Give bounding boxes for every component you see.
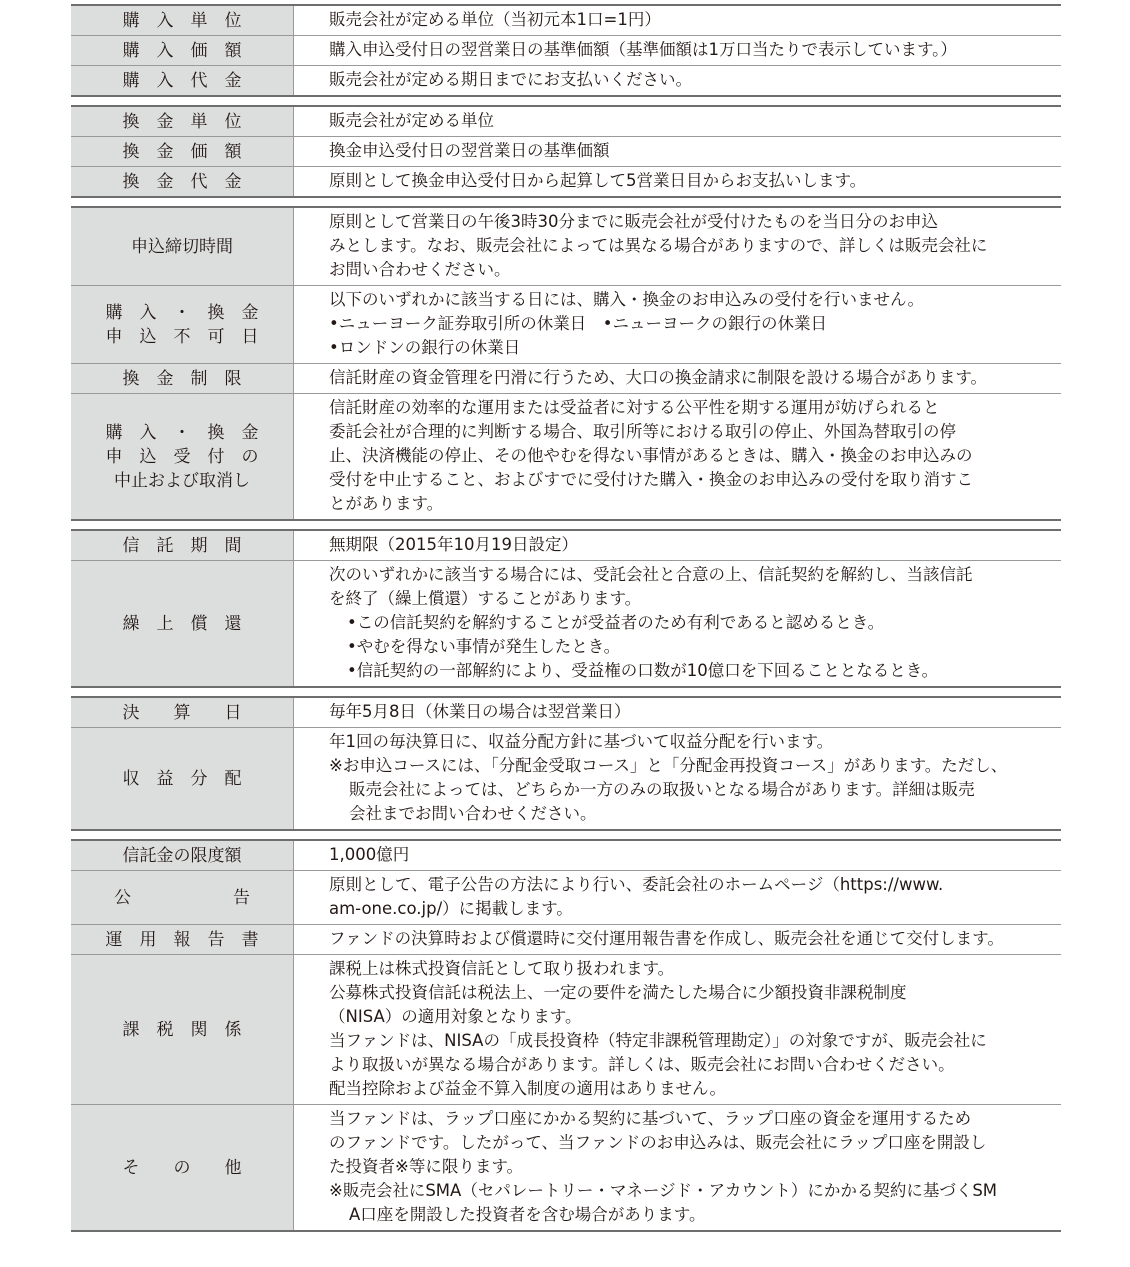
row-label-line: 申込締切時間 xyxy=(131,236,233,257)
row-value-line: を終了（繰上償還）することがあります。 xyxy=(329,589,642,608)
row-value-line: より取扱いが異なる場合があります。詳しくは、販売会社にお問い合わせください。 xyxy=(329,1055,955,1074)
row-value-line: am-one.co.jp/）に掲載します。 xyxy=(329,899,573,918)
row-label-line: 購 入 価 額 xyxy=(122,40,242,61)
group-gap xyxy=(71,97,1061,105)
table-row xyxy=(71,954,1061,1104)
row-label-cell xyxy=(71,6,294,35)
table-row xyxy=(71,727,1061,829)
row-label-line: 決 算 日 xyxy=(122,702,242,723)
row-value xyxy=(294,925,1061,954)
row-value-line: お問い合わせください。 xyxy=(329,260,511,279)
row-value-line: •信託契約の一部解約により、受益権の口数が10億口を下回ることとなるとき。 xyxy=(347,661,939,680)
row-label-line: 中止および取消し xyxy=(114,470,250,491)
row-label-line: 購 入 ・ 換 金 xyxy=(105,302,259,323)
row-label xyxy=(123,612,242,636)
row-value-line: ※お申込コースには、「分配金受取コース」と「分配金再投資コース」があります。ただし、 xyxy=(329,756,1008,775)
row-value-line: のファンドです。したがって、当ファンドのお申込みは、販売会社にラップ口座を開設し xyxy=(329,1133,987,1152)
row-label-cell xyxy=(71,728,294,829)
row-value-line: 以下のいずれかに該当する日には、購入・換金のお申込みの受付を行いません。 xyxy=(329,290,924,309)
row-value-line: 原則として営業日の午後3時30分までに販売会社が受付けたものを当日分のお申込 xyxy=(329,212,938,231)
table-row xyxy=(71,6,1061,35)
row-label-cell xyxy=(71,36,294,65)
row-value-line: 原則として、電子公告の方法により行い、委託会社のホームページ（https://www. xyxy=(329,875,944,894)
row-value-line: 配当控除および益金不算入制度の適用はありません。 xyxy=(329,1079,726,1098)
row-label xyxy=(123,1156,242,1180)
table-row xyxy=(71,166,1061,196)
row-value xyxy=(294,955,1061,1104)
row-label-line: 運 用 報 告 書 xyxy=(105,929,259,950)
row-label-line: 信託金の限度額 xyxy=(122,845,242,866)
row-value-line: 受付を中止すること、およびすでに受付けた購入・換金のお申込みの受付を取り消すこ xyxy=(329,470,973,489)
row-value xyxy=(294,66,1061,95)
row-value-line: 1,000億円 xyxy=(329,845,410,864)
row-label-line: そ の 他 xyxy=(122,1157,242,1178)
row-value-line: •ニューヨーク証券取引所の休業日 •ニューヨークの銀行の休業日 xyxy=(329,314,827,333)
row-value-line: 課税上は株式投資信託として取り扱われます。 xyxy=(329,959,675,978)
row-value-line: 販売会社が定める単位 xyxy=(329,111,494,130)
table-row xyxy=(71,698,1061,727)
row-label-cell xyxy=(71,364,294,393)
row-label xyxy=(106,928,259,952)
row-value-line: 毎年5月8日（休業日の場合は翌営業日） xyxy=(329,702,631,721)
row-value-line: とがあります。 xyxy=(329,494,444,513)
table-row xyxy=(71,393,1061,519)
row-value xyxy=(294,561,1061,686)
row-label-cell xyxy=(71,137,294,166)
row-value xyxy=(294,728,1061,829)
table-row xyxy=(71,924,1061,954)
row-label-line: 購 入 ・ 換 金 xyxy=(105,422,259,443)
row-label-line: 申 込 受 付 の xyxy=(105,446,259,467)
row-value xyxy=(294,208,1061,285)
row-label-line: 換 金 単 位 xyxy=(122,111,242,132)
row-value xyxy=(294,394,1061,519)
row-label-line: 課 税 関 係 xyxy=(122,1019,242,1040)
row-value-line: •やむを得ない事情が発生したとき。 xyxy=(347,637,621,656)
row-label xyxy=(106,421,259,493)
row-label xyxy=(131,235,233,259)
row-label-cell xyxy=(71,531,294,560)
row-label-line: 信 託 期 間 xyxy=(122,535,242,556)
table-row xyxy=(71,285,1061,363)
row-label-line: 換 金 制 限 xyxy=(122,368,242,389)
row-label-cell xyxy=(71,208,294,285)
table-row xyxy=(71,1104,1061,1230)
row-label-cell xyxy=(71,871,294,924)
row-label xyxy=(123,170,242,194)
row-value xyxy=(294,137,1061,166)
row-label xyxy=(114,886,250,910)
row-label xyxy=(123,534,242,558)
table-group xyxy=(71,839,1061,1232)
row-value-line: 販売会社によっては、どちらか一方のみの取扱いとなる場合があります。詳細は販売 xyxy=(349,780,975,799)
row-label-line: 公 告 xyxy=(114,887,250,908)
row-value-line: みとします。なお、販売会社によっては異なる場合がありますので、詳しくは販売会社に xyxy=(329,236,988,255)
row-value-line: •ロンドンの銀行の休業日 xyxy=(329,338,521,357)
row-label xyxy=(123,701,242,725)
row-value xyxy=(294,107,1061,136)
table-group xyxy=(71,206,1061,521)
row-value xyxy=(294,286,1061,363)
table-row xyxy=(71,35,1061,65)
row-value-line: 無期限（2015年10月19日設定） xyxy=(329,535,578,554)
row-label-cell xyxy=(71,841,294,870)
row-value-line: ※販売会社にSMA（セパレートリー・マネージド・アカウント）にかかる契約に基づくSM xyxy=(329,1181,998,1200)
table-row xyxy=(71,870,1061,924)
row-value-line: 公募株式投資信託は税法上、一定の要件を満たした場合に少額投資非課税制度 xyxy=(329,983,907,1002)
row-value xyxy=(294,36,1061,65)
table-row xyxy=(71,531,1061,560)
row-value-line: 次のいずれかに該当する場合には、受託会社と合意の上、信託契約を解約し、当該信託 xyxy=(329,565,973,584)
row-value-line: 委託会社が合理的に判断する場合、取引所等における取引の停止、外国為替取引の停 xyxy=(329,422,956,441)
row-value-line: 信託財産の効率的な運用または受益者に対する公平性を期する運用が妨げられると xyxy=(329,398,940,417)
fund-terms-table xyxy=(71,4,1061,1232)
row-value xyxy=(294,6,1061,35)
group-gap xyxy=(71,521,1061,529)
row-value xyxy=(294,364,1061,393)
group-gap xyxy=(71,688,1061,696)
row-label-line: 購 入 代 金 xyxy=(122,70,242,91)
table-row xyxy=(71,363,1061,393)
table-group xyxy=(71,696,1061,831)
row-value-line: A口座を開設した投資者を含む場合があります。 xyxy=(349,1205,706,1224)
row-value-line: 当ファンドは、ラップ口座にかかる契約に基づいて、ラップ口座の資金を運用するため xyxy=(329,1109,972,1128)
row-value-line: 原則として換金申込受付日から起算して5営業日目からお支払いします。 xyxy=(329,171,867,190)
row-value-line: （NISA）の適用対象となります。 xyxy=(329,1007,582,1026)
row-label xyxy=(123,844,242,868)
table-row xyxy=(71,65,1061,95)
row-value-line: 販売会社が定める期日までにお支払いください。 xyxy=(329,70,692,89)
row-value-line: 当ファンドは、NISAの「成長投資枠（特定非課税管理勘定）」の対象ですが、販売会社に xyxy=(329,1031,987,1050)
row-label-cell xyxy=(71,1105,294,1230)
row-value-line: 年1回の毎決算日に、収益分配方針に基づいて収益分配を行います。 xyxy=(329,732,834,751)
table-row xyxy=(71,107,1061,136)
row-value-line: ファンドの決算時および償還時に交付運用報告書を作成し、販売会社を通じて交付します。 xyxy=(329,929,1004,948)
row-label-cell xyxy=(71,107,294,136)
row-value-line: 販売会社が定める単位（当初元本1口=1円） xyxy=(329,10,661,29)
row-value xyxy=(294,1105,1061,1230)
row-label-line: 繰 上 償 還 xyxy=(122,613,242,634)
row-label xyxy=(123,39,242,63)
table-group xyxy=(71,4,1061,97)
row-label-cell xyxy=(71,698,294,727)
row-label-cell xyxy=(71,955,294,1104)
row-label-line: 購 入 単 位 xyxy=(122,10,242,31)
row-label xyxy=(123,767,242,791)
row-value-line: た投資者※等に限ります。 xyxy=(329,1157,524,1176)
row-label-cell xyxy=(71,66,294,95)
table-group xyxy=(71,105,1061,198)
row-label xyxy=(123,9,242,33)
row-label xyxy=(123,110,242,134)
group-gap xyxy=(71,198,1061,206)
row-label-line: 換 金 代 金 xyxy=(122,171,242,192)
row-value-line: 購入申込受付日の翌営業日の基準価額（基準価額は1万口当たりで表示しています。） xyxy=(329,40,957,59)
group-gap xyxy=(71,831,1061,839)
row-value-line: 信託財産の資金管理を円滑に行うため、大口の換金請求に制限を設ける場合があります。 xyxy=(329,368,988,387)
row-value-line: •この信託契約を解約することが受益者のため有利であると認めるとき。 xyxy=(347,613,885,632)
row-value xyxy=(294,871,1061,924)
row-label xyxy=(106,301,259,349)
row-value-line: 止、決済機能の停止、その他やむを得ない事情があるときは、購入・換金のお申込みの xyxy=(329,446,973,465)
row-label xyxy=(123,1018,242,1042)
table-row xyxy=(71,560,1061,686)
row-label-cell xyxy=(71,394,294,519)
row-label-line: 申 込 不 可 日 xyxy=(105,326,259,347)
row-value xyxy=(294,167,1061,196)
row-label xyxy=(123,367,242,391)
table-row xyxy=(71,841,1061,870)
table-row xyxy=(71,208,1061,285)
row-label-cell xyxy=(71,286,294,363)
row-value xyxy=(294,531,1061,560)
row-label-line: 収 益 分 配 xyxy=(122,768,242,789)
row-value-line: 換金申込受付日の翌営業日の基準価額 xyxy=(329,141,610,160)
row-value xyxy=(294,841,1061,870)
row-label xyxy=(123,140,242,164)
row-label-cell xyxy=(71,167,294,196)
row-value-line: 会社までお問い合わせください。 xyxy=(349,804,597,823)
table-row xyxy=(71,136,1061,166)
row-label xyxy=(123,69,242,93)
table-group xyxy=(71,529,1061,688)
row-value xyxy=(294,698,1061,727)
row-label-line: 換 金 価 額 xyxy=(122,141,242,162)
row-label-cell xyxy=(71,561,294,686)
row-label-cell xyxy=(71,925,294,954)
